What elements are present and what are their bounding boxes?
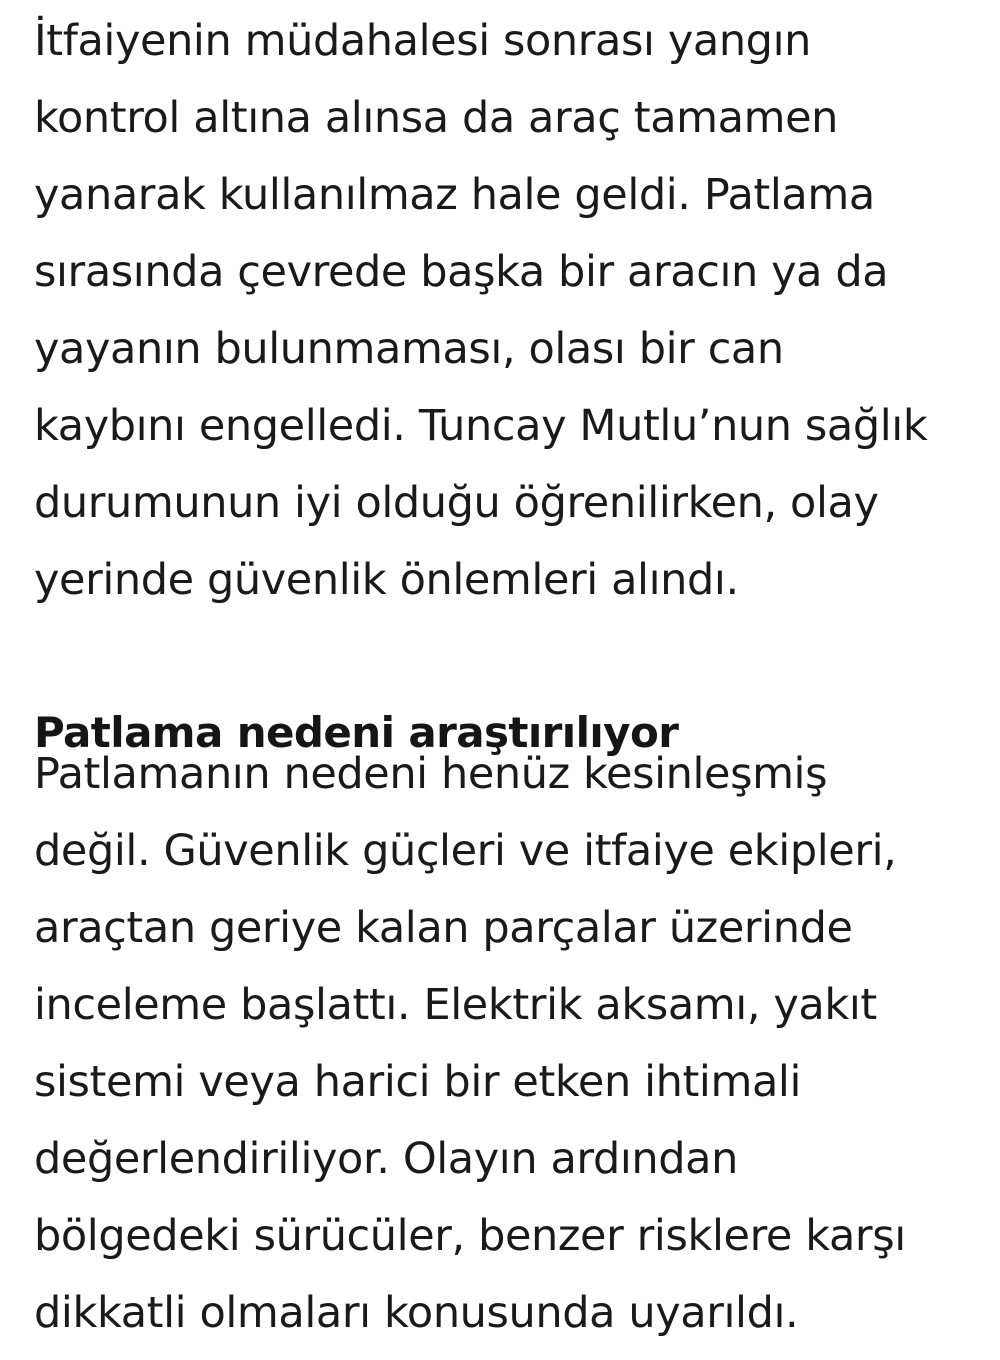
paragraph-line: yayanın bulunmaması, olası bir can — [34, 324, 784, 374]
section-heading: Patlama nedeni araştırılıyor — [34, 707, 679, 757]
paragraph-line: dikkatli olmaları konusunda uyarıldı. — [34, 1288, 799, 1338]
paragraph-line: yerinde güvenlik önlemleri alındı. — [34, 555, 739, 605]
paragraph-line: durumunun iyi olduğu öğrenilirken, olay — [34, 478, 879, 528]
paragraph-line: kontrol altına alınsa da araç tamamen — [34, 93, 838, 143]
article-paragraph-2 — [34, 736, 906, 1352]
article-paragraph-1 — [34, 3, 927, 619]
paragraph-line: bölgedeki sürücüler, benzer risklere karşı — [34, 1211, 906, 1261]
paragraph-line: değerlendiriliyor. Olayın ardından — [34, 1134, 738, 1184]
paragraph-line: sırasında çevrede başka bir aracın ya da — [34, 247, 889, 297]
paragraph-line: kaybını engelledi. Tuncay Mutlu’nun sağlık — [34, 401, 928, 451]
paragraph-line: araçtan geriye kalan parçalar üzerinde — [34, 903, 853, 953]
paragraph-line: inceleme başlattı. Elektrik aksamı, yakıt — [34, 980, 877, 1030]
paragraph-line: Patlamanın nedeni henüz kesinleşmiş — [34, 749, 828, 799]
paragraph-line: İtfaiyenin müdahalesi sonrası yangın — [34, 16, 811, 66]
paragraph-line: değil. Güvenlik güçleri ve itfaiye ekipleri, — [34, 826, 897, 876]
paragraph-line: sistemi veya harici bir etken ihtimali — [34, 1057, 802, 1107]
paragraph-line: yanarak kullanılmaz hale geldi. Patlama — [34, 170, 875, 220]
